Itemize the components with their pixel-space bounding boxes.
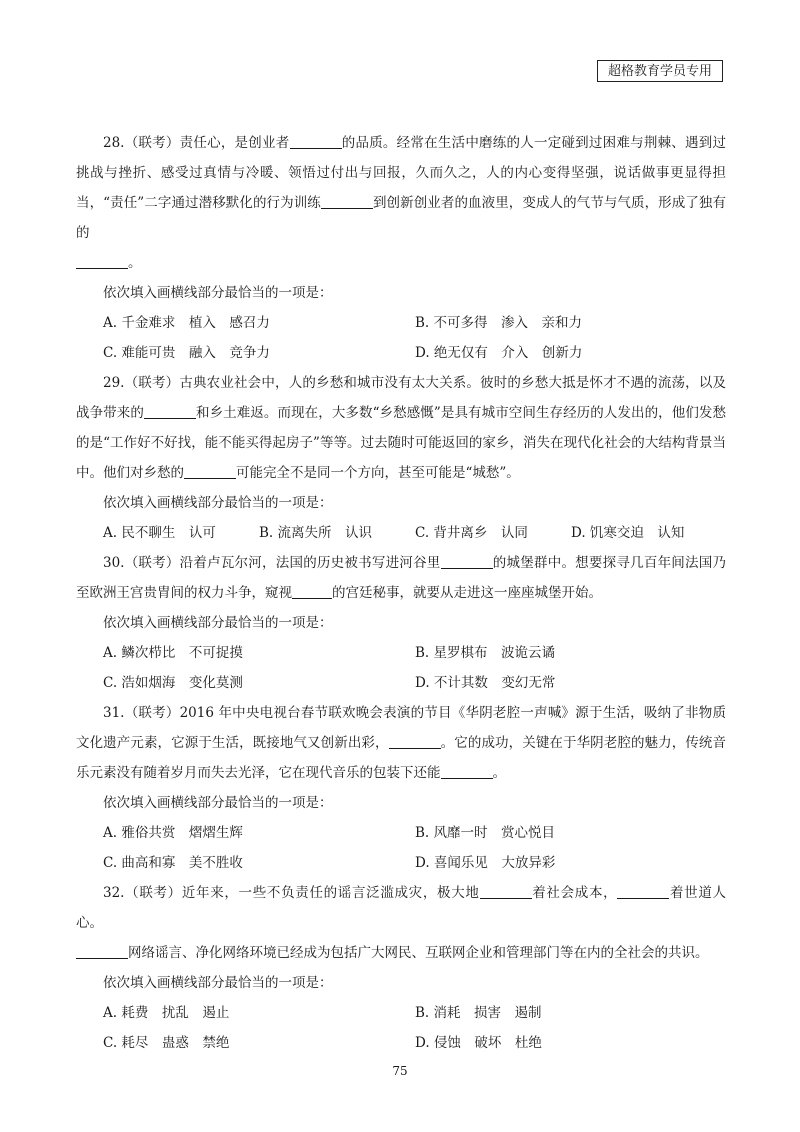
question-31-options-row-1 [76,818,726,848]
option-d[interactable]: D. 绝无仅有 介入 创新力 [415,345,583,361]
option-a[interactable]: A. 耗费 扰乱 遏止 [103,1005,230,1021]
question-31-text-1: 31.（联考）2016 年中央电视台春节联欢晚会表演的节目《华阴老腔一声喊》源于生活，吸纳了非物质文化遗产元素，它源于生活，既接地气又创新出彩， [76,705,726,751]
page-number: 75 [392,1064,408,1078]
question-29-stem [76,368,726,488]
header-badge: 超格教育学员专用 [597,60,723,82]
question-28 [76,128,726,368]
fill-blank [480,884,532,899]
question-32-options-row-1 [76,998,726,1028]
option-b[interactable]: B. 不可多得 渗入 亲和力 [415,315,583,331]
question-32-text-1: 32.（联考）近年来，一些不负责任的谣言泛滥成灾，极大地 [103,885,480,901]
question-32-text-2: 着社会成本， [531,885,618,901]
question-28-prompt: 依次填入画横线部分最恰当的一项是： [103,285,333,301]
question-29-text-1: 29.（联考）古典农业社会中，人的乡愁和城市没有太大关系。彼时的乡愁大抵是怀才不遇的流荡，以及战争带来的 [76,375,726,421]
option-d[interactable]: D. 不计其数 变幻无常 [415,675,556,691]
option-b[interactable]: B. 消耗 损害 遏制 [415,1005,542,1021]
question-30-options-row-2 [76,668,726,698]
option-c[interactable]: C. 耗尽 蛊惑 禁绝 [103,1035,230,1051]
question-32-prompt: 依次填入画横线部分最恰当的一项是： [103,975,333,991]
fill-blank [76,254,128,269]
question-32-options-row-2 [76,1028,726,1058]
option-b[interactable]: B. 星罗棋布 波诡云谲 [415,645,556,661]
question-list [76,128,726,1058]
question-28-text-3: 到创新创业者的血液里，变成人的气节与气质，形成了独有的 [76,195,727,241]
question-31-text-3: 。 [492,765,506,781]
fill-blank [290,134,342,149]
option-a[interactable]: A. 雅俗共赏 熠熠生辉 [103,825,243,841]
question-30-text-2: 的城堡群中。想要探寻几百年间法国乃至欧洲王宫贵胄间的权力斗争，窥视 [76,555,726,601]
question-31-options-row-2 [76,848,726,878]
option-b[interactable]: B. 流离失所 认识 [259,525,373,541]
question-28-text-4: 。 [128,255,142,271]
question-30-stem [76,548,726,608]
question-31 [76,698,726,878]
question-29-text-3: 可能完全不是同一个方向，甚至可能是“城愁”。 [236,465,520,481]
question-30-text-3: 的宫廷秘事，就要从走进这一座座城堡开始。 [332,585,602,601]
question-29-prompt: 依次填入画横线部分最恰当的一项是： [103,495,333,511]
question-32-text-3: 着世道人心。 [76,885,727,931]
fill-blank [321,194,373,209]
question-28-options-row-1 [76,308,726,338]
option-a[interactable]: A. 鳞次栉比 不可捉摸 [103,645,243,661]
question-29-text-2: 和乡土难返。而现在，大多数“乡愁感慨”是具有城市空间生存经历的人发出的，他们发愁的是“工作好不好找，能不能买得起房子”等等。过去随时可能返回的家乡，消失在现代化社会的大结构背景当中。他们对乡愁的 [76,405,727,481]
question-32-stem [76,878,726,968]
question-32-text-4: 网络谣言、净化网络环境已经成为包括广大网民、互联网企业和管理部门等在内的全社会的共识。 [128,945,709,961]
option-a[interactable]: A. 民不聊生 认可 [103,525,216,541]
question-30 [76,548,726,698]
question-28-text-1: 28.（联考）责任心，是创业者 [103,135,290,151]
question-28-stem [76,128,726,278]
question-28-text-2: 的品质。经常在生活中磨练的人一定碰到过困难与荆棘、遇到过挑战与挫折、感受过真情与冷暖、领悟过付出与回报，久而久之，人的内心变得坚强，说话做事更显得担当，“责任”二字通过潜移默化的行为训练 [76,135,726,211]
question-30-options-row-1 [76,638,726,668]
question-31-text-2: 。它的成功，关键在于华阴老腔的魅力，传统音乐元素没有随着岁月而失去光泽，它在现代音乐的包装下还能 [76,735,727,781]
fill-blank [292,584,332,599]
question-29-options-row [76,518,726,548]
fill-blank [389,734,441,749]
option-b[interactable]: B. 风靡一时 赏心悦目 [415,825,556,841]
option-a[interactable]: A. 千金难求 植入 感召力 [103,315,270,331]
fill-blank [144,404,196,419]
question-32 [76,878,726,1058]
fill-blank [76,944,128,959]
fill-blank [617,884,669,899]
question-30-text-1: 30.（联考）沿着卢瓦尔河，法国的历史被书写进河谷里 [103,555,441,571]
option-c[interactable]: C. 难能可贵 融入 竞争力 [103,345,270,361]
option-c[interactable]: C. 浩如烟海 变化莫测 [103,675,243,691]
option-c[interactable]: C. 背井离乡 认同 [415,525,528,541]
question-28-options-row-2 [76,338,726,368]
fill-blank [184,464,236,479]
question-31-stem [76,698,726,788]
question-31-prompt: 依次填入画横线部分最恰当的一项是： [103,795,333,811]
question-30-prompt: 依次填入画横线部分最恰当的一项是： [103,615,333,631]
option-c[interactable]: C. 曲高和寡 美不胜收 [103,855,243,871]
fill-blank [441,554,493,569]
fill-blank [441,764,493,779]
option-d[interactable]: D. 喜闻乐见 大放异彩 [415,855,556,871]
option-d[interactable]: D. 饥寒交迫 认知 [571,525,685,541]
option-d[interactable]: D. 侵蚀 破坏 杜绝 [415,1035,542,1051]
question-29 [76,368,726,548]
